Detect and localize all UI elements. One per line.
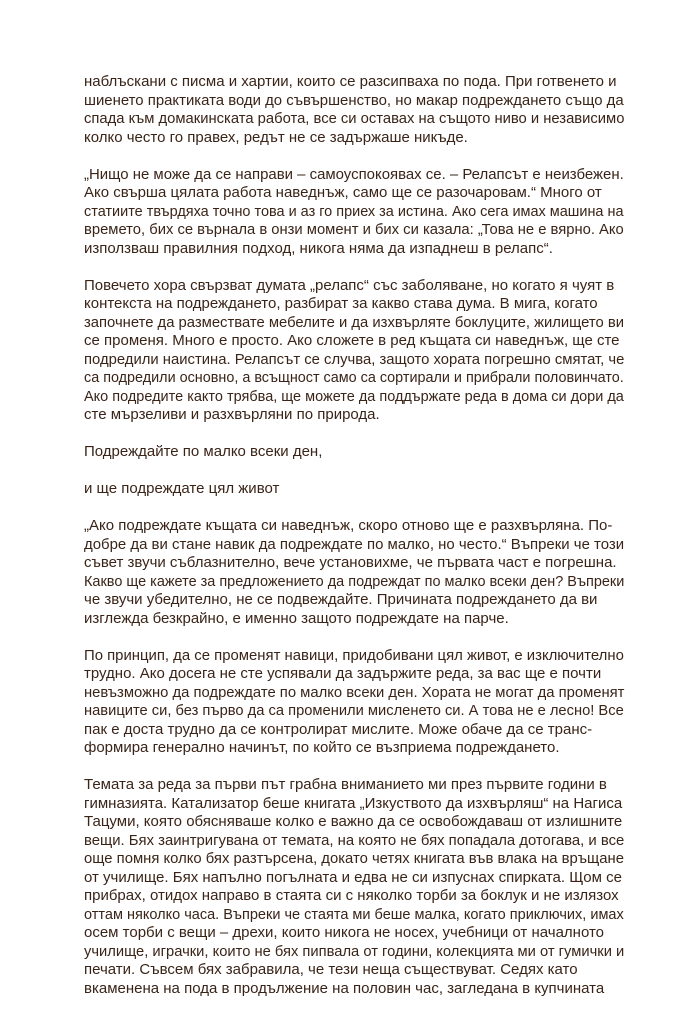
text-line: вкаменена на пода в продължение на половин час, загледана в купчината (84, 979, 605, 997)
text-line: започнете да размествате мебелите и да изхвърляте боклуците, жилището ви (84, 313, 625, 331)
text-line: осем торби с вещи – дрехи, които никога не носех, учебници от началното (84, 924, 605, 941)
text-line: времето, бих се върнала в онзи момент и бих си казала: „Това не е вярно. Ако (84, 221, 624, 238)
text-line: наблъскани с писма и хартии, които се разсипваха по пода. При готвенето и (84, 73, 617, 90)
text-line: и ще подреждате цял живот (84, 480, 280, 497)
document-body (84, 73, 624, 1017)
text-line: Темата за реда за първи път грабна вниманието ми през първите години в (84, 776, 607, 793)
text-line: Ако подредите както трябва, ще можете да поддържате реда в дома си дори да (84, 387, 624, 405)
text-line: от училище. Бях напълно погълната и едва не си изпуснах спирката. Щом се (84, 868, 622, 886)
text-line: прибрах, отидох направо в стаята си с няколко торби за боклук и не излязох (84, 887, 619, 904)
text-line: вещи. Бях заинтригувана от темата, на която не бях попадала дотогава, и все (84, 831, 625, 849)
text-line: Тацуми, която обясняваше колко е важно да се освобождаваш от излишните (84, 813, 623, 830)
paragraph (84, 166, 624, 259)
paragraph (84, 277, 624, 425)
text-line: невъзможно да подреждате по малко всеки ден. Хората не могат да променят (84, 683, 625, 701)
paragraph (84, 517, 624, 628)
text-line: навиците си, без първо да са променили мисленето си. А това не е лесно! Все (84, 702, 624, 719)
text-line: Какво ще кажете за предложението да подреждат по малко всеки ден? Въпреки (84, 572, 625, 590)
paragraph (84, 647, 624, 758)
text-line: че звучи убедително, не се подвеждайте. Причината подреждането да ви (84, 591, 598, 608)
text-line: училище, играчки, които не бях пипвала от години, колекцията ми от гумички и (84, 942, 625, 960)
text-line: статиите твърдяха точно това и аз го приех за истина. Ако сега имах машина на (84, 202, 624, 220)
text-line: спада към домакинската работа, все си оставах на същото ниво и независимо (84, 110, 625, 127)
text-line: шиенето практиката води до съвършенство, но макар подреждането също да (84, 91, 624, 109)
paragraph (84, 480, 624, 499)
paragraph (84, 73, 624, 147)
text-line: пак е доста трудно да се контролират мислите. Може обаче да се транс- (84, 720, 593, 738)
text-line: „Нищо не може да се направи – самоуспокоявах се. – Релапсът е неизбежен. (84, 165, 624, 183)
text-line: „Ако подреждате къщата си наведнъж, скоро отново ще е разхвърляна. По- (84, 517, 613, 534)
text-line: печати. Съвсем бях забравила, че тези неща съществуват. Седях като (84, 961, 578, 978)
text-line: подредили наистина. Релапсът се случва, защото хората погрешно смятат, че (84, 350, 625, 368)
text-line: съвет звучи съблазнително, вече установихме, че първата част е погрешна. (84, 554, 617, 571)
text-line: се променя. Много е просто. Ако сложете в ред къщата си наведнъж, ще сте (84, 332, 620, 349)
text-line: контекста на подреждането, разбират за какво става дума. В мига, когато (84, 295, 598, 312)
text-line: Подреждайте по малко всеки ден, (84, 443, 323, 460)
text-line: сте мързеливи и разхвърляни по природа. (84, 406, 380, 423)
text-line: По принцип, да се променят навици, придобивани цял живот, е изключително (84, 646, 624, 664)
text-line: изглежда безкрайно, е именно защото подреждате на парче. (84, 609, 509, 627)
text-line: оттам няколко часа. Въпреки че стаята ми беше малка, когато приключих, имах (84, 905, 624, 923)
paragraph (84, 443, 624, 462)
text-line: са подредили основно, а всъщност само са сортирали и прибрали половинчато. (84, 369, 624, 386)
text-line: формира генерално начинът, по който се възприема подреждането. (84, 739, 560, 756)
text-line: трудно. Ако досега не сте успявали да задържите реда, за вас ще е почти (84, 665, 602, 682)
text-line: Ако свърша цялата работа наведнъж, само ще се разочаровам.“ Много от (84, 184, 602, 201)
text-line: Повечето хора свързват думата „релапс“ със заболяване, но когато я чуят в (84, 276, 615, 294)
text-line: добре да ви стане навик да подреждате по малко, но често.“ Въпреки че този (84, 535, 625, 553)
text-line: колко често го правех, редът не се задържаше никъде. (84, 128, 468, 146)
paragraph (84, 776, 624, 998)
text-line: използваш правилния подход, никога няма да изпаднеш в релапс“. (84, 239, 553, 257)
text-line: още помня колко бях разтърсена, докато четях книгата във влака на връщане (84, 850, 624, 867)
text-line: гимназията. Катализатор беше книгата „Изкуството да изхвърляш“ на Нагиса (84, 794, 623, 812)
